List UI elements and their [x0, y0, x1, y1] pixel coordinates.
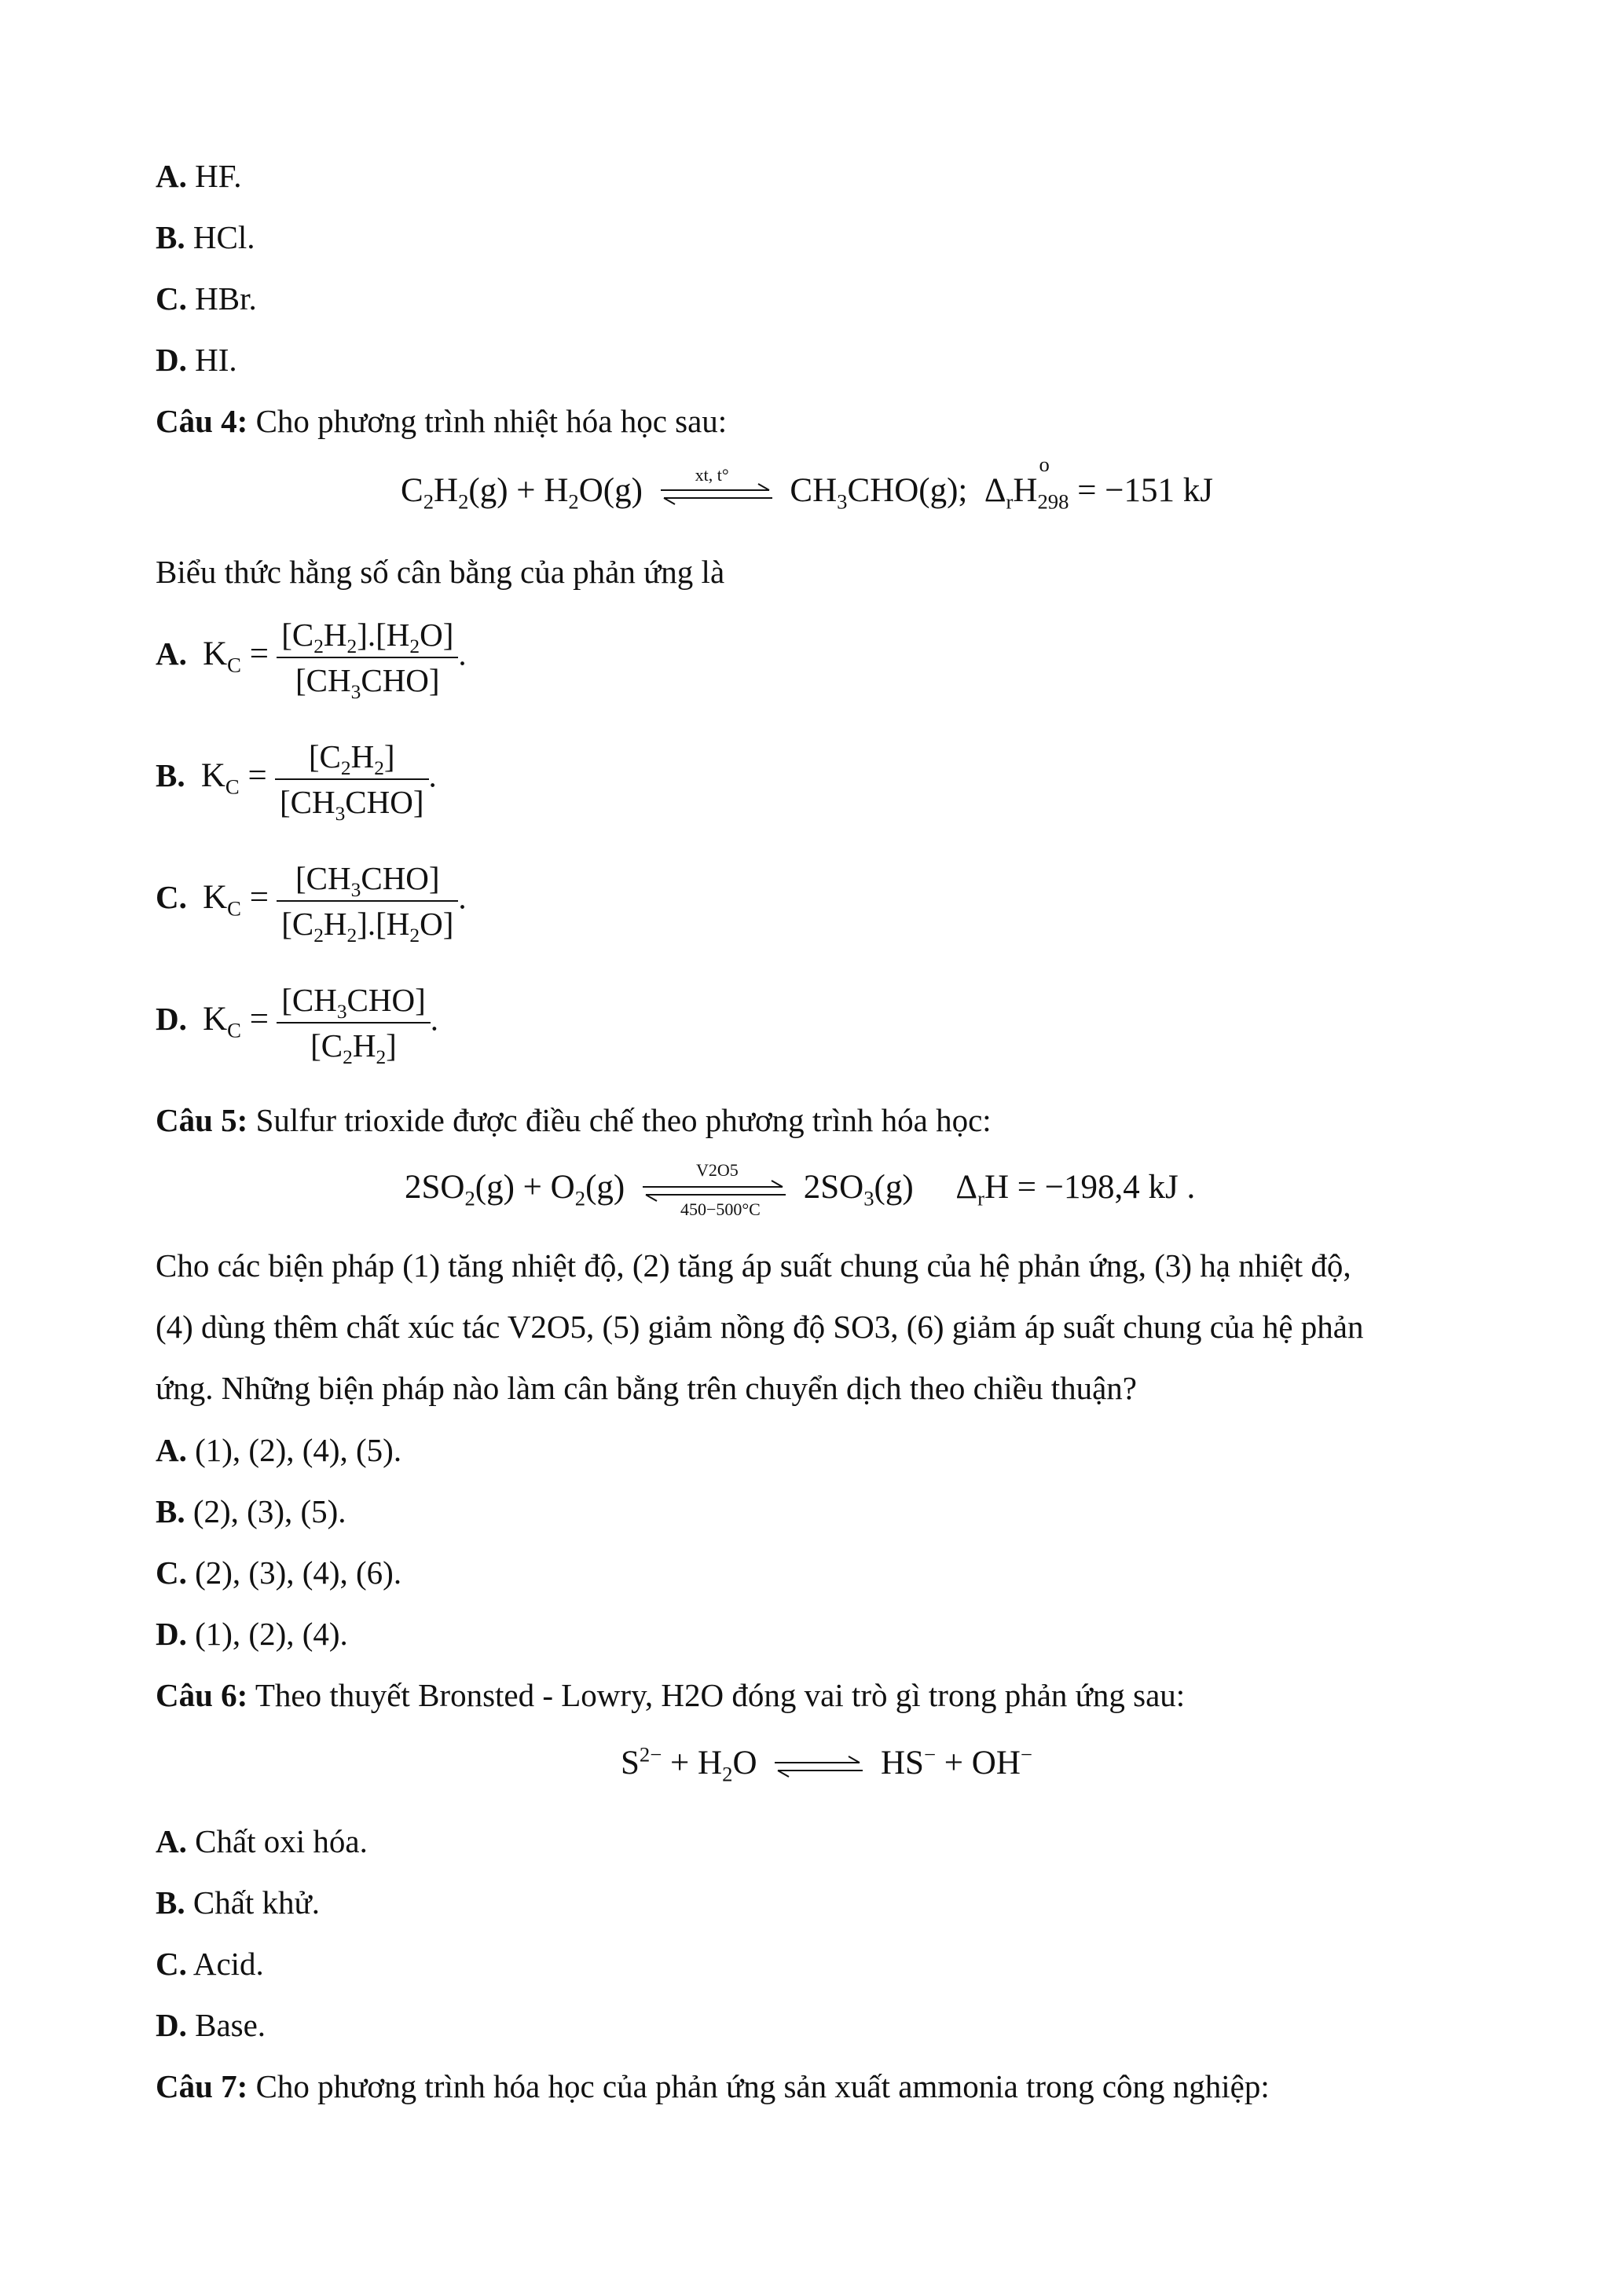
q5-temperature: 450−500°C [680, 1199, 761, 1219]
q4-option-b: B. $K_C$ = $\frac{[C_2H_2]}{[CH_3CHO]}$ . [156, 734, 437, 824]
q4-option-a: A. $K_C$ = $\frac{[C_2H_2].[H_2O]}{[CH_3CHO]}$ . [156, 613, 467, 702]
q4-equation: $C_2H_2(g) + H_2O(g)$ xt, t° $CH_3CHO(g)$; $\Delta_rH$ o $_{298}$ = −151 kJ [401, 470, 1213, 517]
q5-catalyst: V2O5 [695, 1160, 739, 1180]
q3-option-d: D. HI. [156, 342, 237, 378]
fraction: $\frac{[C_2H_2].[H_2O]}{[CH_3CHO]}$ [277, 613, 458, 702]
fraction: $\frac{[CH_3CHO]}{[C_2H_2]}$ [277, 978, 431, 1067]
fraction: $\frac{[CH_3CHO]}{[C_2H_2].[H_2O]}$ [277, 856, 458, 946]
q3-option-a: A. HF. [156, 158, 242, 194]
q6-option-d: D. Base. [156, 2007, 266, 2043]
q3-option-c: C. HBr. [156, 280, 257, 317]
q5-paragraph [156, 1235, 1476, 1419]
q3-option-b: B. HCl. [156, 219, 255, 255]
q5-equation: $2SO_2(g) + O_2(g)$ V2O5 450−500°C $2SO_3(g)$ $\Delta_rH = -198,4$ kJ . [405, 1160, 1196, 1219]
q5-paragraph-line: Cho các biện pháp (1) tăng nhiệt độ, (2) tăng áp suất chung của hệ phản ứng, (3) hạ nhiệt độ, [156, 1247, 1351, 1283]
q4-prompt: Biểu thức hằng số cân bằng của phản ứng là [156, 554, 725, 590]
q4-option-c: C. $K_C$ = $\frac{[CH_3CHO]}{[C_2H_2].[H_2O]}$ . [156, 856, 467, 946]
q5-option-d: D. (1), (2), (4). [156, 1616, 348, 1652]
q6-equation: $S^{2-} + H_2O$ HS− + OH− [621, 1742, 1032, 1789]
q4-stem: Câu 4: Cho phương trình nhiệt hóa học sau: [156, 403, 728, 439]
q5-option-a: A. (1), (2), (4), (5). [156, 1432, 402, 1468]
q4-option-d: D. $K_C$ = $\frac{[CH_3CHO]}{[C_2H_2]}$ . [156, 978, 438, 1067]
q5-option-b: B. (2), (3), (5). [156, 1493, 346, 1529]
fraction: $\frac{[C_2H_2]}{[CH_3CHO]}$ [275, 734, 429, 824]
q4-condition: xt, t° [695, 465, 729, 485]
equilibrium-arrow-icon [658, 465, 775, 517]
equilibrium-arrow-icon [640, 1160, 789, 1219]
q5-paragraph-line: ứng. Những biện pháp nào làm cân bằng trên chuyển dịch theo chiều thuận? [156, 1370, 1137, 1406]
q6-stem: Câu 6: Theo thuyết Bronsted - Lowry, H2O đóng vai trò gì trong phản ứng sau: [156, 1677, 1186, 1713]
q5-paragraph-line: (4) dùng thêm chất xúc tác V2O5, (5) giảm nồng độ SO3, (6) giảm áp suất chung của hệ phản [156, 1309, 1364, 1345]
q7-stem: Câu 7: Cho phương trình hóa học của phản ứng sản xuất ammonia trong công nghiệp: [156, 2068, 1270, 2104]
q6-option-c: C. Acid. [156, 1946, 264, 1982]
q5-option-c: C. (2), (3), (4), (6). [156, 1554, 402, 1591]
equilibrium-arrow-icon [772, 1742, 866, 1789]
q5-stem: Câu 5: Sulfur trioxide được điều chế theo phương trình hóa học: [156, 1102, 992, 1138]
q6-option-a: A. Chất oxi hóa. [156, 1823, 368, 1859]
q6-option-b: B. Chất khử. [156, 1884, 321, 1921]
